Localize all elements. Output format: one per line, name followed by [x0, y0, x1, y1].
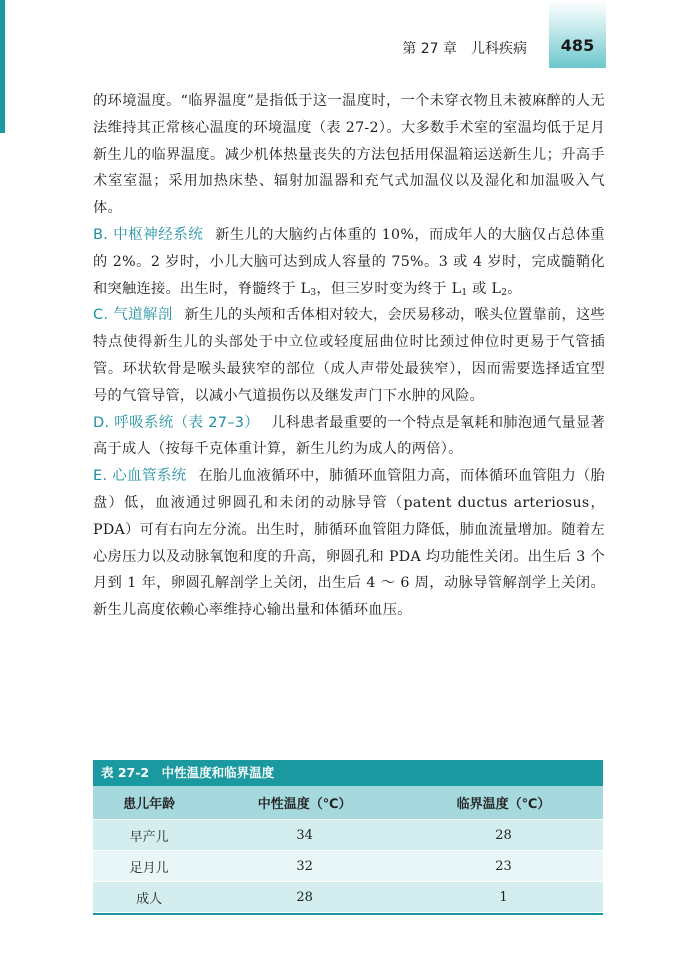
page-number-tab [549, 0, 606, 68]
left-edge-accent-bar [0, 0, 5, 133]
cell-critical-temp: 1 [404, 882, 603, 913]
section-cns-title: B. 中枢神经系统 [93, 226, 204, 243]
section-airway-title: C. 气道解剖 [93, 307, 173, 324]
running-header-chapter: 第 27 章 儿科疾病 [402, 41, 527, 57]
cell-age: 成人 [93, 882, 205, 913]
section-cns-text-2: ，但三岁时变为终于 L [316, 280, 462, 297]
section-respiratory [93, 410, 605, 464]
page-number: 485 [560, 36, 595, 55]
table-row [93, 882, 603, 913]
section-airway-text: 新生儿的头颅和舌体相对较大，会厌易移动，喉头位置靠前，这些特点使得新生儿的头部处于中立位或轻度屈曲位时比颈过伸位时更易于气管插管。环状软骨是喉头最狭窄的部位（成人声带处最狭窄），因而需要选择适宜型号的气管导管，以减小气道损伤以及继发声门下水肿的风险。 [93, 307, 605, 404]
cell-neutral-temp: 28 [205, 882, 404, 913]
section-cardiovascular [93, 463, 605, 624]
cell-neutral-temp: 32 [205, 851, 404, 882]
subscript-l1: 1 [461, 287, 468, 298]
table-row [93, 851, 603, 882]
header-age: 患儿年龄 [93, 786, 205, 820]
section-respiratory-title: D. 呼吸系统（表 27–3） [93, 414, 260, 431]
subscript-l2: 2 [501, 287, 508, 298]
table-caption: 表 27-2 中性温度和临界温度 [93, 760, 603, 786]
cell-age: 足月儿 [93, 851, 205, 882]
body-text [93, 88, 605, 624]
table-header-row [93, 786, 603, 820]
section-cns [93, 222, 605, 302]
section-cardiovascular-text: 在胎儿血液循环中，肺循环血管阻力高，而体循环血管阻力（胎盘）低，血液通过卵圆孔和未闭的动脉导管（patent ductus arteriosus，PDA）可有右向左分流。出生时，肺循环血管阻力降低，肺血流量增加。随着左心房压力以及动脉氧饱和度的升高，卵圆孔和 PDA 均功能性关闭。出生后 3 个月到 1 年，卵圆孔解剖学上关闭，出生后 4 ～ 6 周，动脉导管解剖学上关闭。新生儿高度依赖心率维持心输出量和体循环血压。 [93, 468, 606, 619]
header-critical-temp: 临界温度（℃） [404, 786, 603, 820]
section-cns-text-3: 或 L [467, 280, 502, 297]
cell-age: 早产儿 [93, 820, 205, 851]
cell-critical-temp: 23 [404, 851, 603, 882]
cell-neutral-temp: 34 [205, 820, 404, 851]
section-cns-text-1: 新生儿的大脑约占体重的 10%，而成年人的大脑仅占总体重的 2%。2 岁时，小儿大脑可达到成人容量的 75%。3 或 4 岁时，完成髓鞘化和突触连接。出生时，脊髓终于 L [93, 226, 605, 297]
temperature-table [93, 786, 603, 913]
section-respiratory-text: 儿科患者最重要的一个特点是氧耗和肺泡通气量显著高于成人（按每千克体重计算，新生儿约为成人的两倍）。 [93, 414, 605, 458]
subscript-l3: 3 [310, 287, 317, 298]
temperature-table-block [93, 760, 603, 915]
table-row [93, 820, 603, 851]
section-cardiovascular-title: E. 心血管系统 [93, 468, 187, 485]
section-cns-text-4: 。 [507, 280, 522, 297]
header-neutral-temp: 中性温度（℃） [205, 786, 404, 820]
paragraph-temperature: 的环境温度。“临界温度”是指低于这一温度时，一个未穿衣物且未被麻醉的人无法维持其正常核心温度的环境温度（表 27-2）。大多数手术室的室温均低于足月新生儿的临界温度。减少机体热量丧失的方法包括用保温箱运送新生儿；升高手术室室温；采用加热床垫、辐射加温器和充气式加温仪以及湿化和加温吸入气体。 [93, 93, 605, 217]
table-bottom-rule [93, 913, 603, 915]
cell-critical-temp: 28 [404, 820, 603, 851]
section-airway [93, 302, 605, 409]
